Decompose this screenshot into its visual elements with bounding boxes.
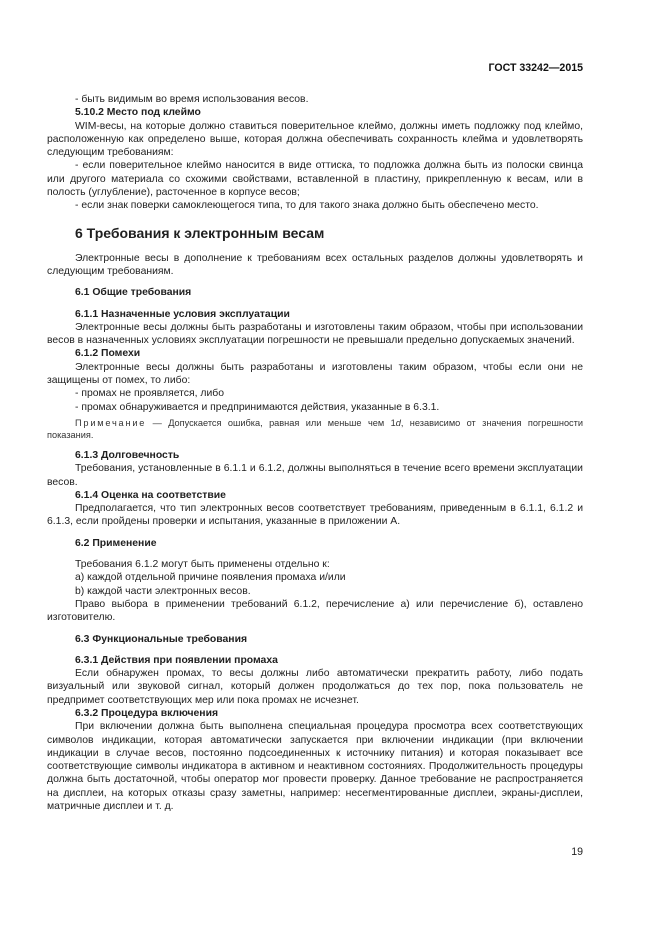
heading-6-1-4: 6.1.4 Оценка на соответствие <box>75 489 226 501</box>
heading-6-1-2: 6.1.2 Помехи <box>75 348 141 360</box>
heading-6-1-1: 6.1.1 Назначенные условия эксплуатации <box>75 308 290 320</box>
heading-6-3-1: 6.3.1 Действия при появлении промаха <box>75 654 278 666</box>
paragraph: Если обнаружен промах, то весы должны либо автоматически прекратить работу, либо подать визуальный или звуковой сигнал, который должен продолжаться до тех пор, пока пользователь не предпримет соответствующих мер или пока промах не исчезнет. <box>47 668 583 706</box>
page-number: 19 <box>571 846 583 858</box>
heading-6-3: 6.3 Функциональные требования <box>75 633 248 645</box>
list-item: - промах не проявляется, либо <box>75 388 224 400</box>
paragraph: Электронные весы в дополнение к требованиям всех остальных разделов должны удовлетворять и следующим требованиям. <box>47 252 583 277</box>
paragraph: Электронные весы должны быть разработаны и изготовлены таким образом, чтобы при использовании весов в назначенных условиях эксплуатации погрешности не превышали предельно допускаемых значений. <box>47 321 583 347</box>
list-item: b) каждой части электронных весов. <box>75 585 251 597</box>
list-item: - если знак поверки самоклеющегося типа, то для такого знака должно быть обеспечено место. <box>75 200 539 212</box>
list-item: - если поверительное клеймо наносится в виде оттиска, то подложка должна быть из полоски свинца или другого материала со схожими свойствами, вставленной в пластину, прикрепленную к весам, или в полость (углубление), расточенное в корпусе весов; <box>47 160 583 199</box>
paragraph: - быть видимым во время использования весов. <box>75 94 309 105</box>
paragraph: Право выбора в применении требований 6.1.2, перечисление а) или перечисление б), оставлено изготовителю. <box>47 598 583 624</box>
list-item: а) каждой отдельной причине появления промаха и/или <box>75 572 346 584</box>
paragraph: Электронные весы должны быть разработаны и изготовлены таким образом, чтобы если они не защищены от помех, то либо: <box>47 361 583 387</box>
paragraph: Предполагается, что тип электронных весов соответствует требованиям, приведенным в 6.1.1, 6.1.2 и 6.1.3, если пройдены проверки и испытания, указанные в приложении А. <box>47 503 583 528</box>
heading-6-2: 6.2 Применение <box>75 537 157 549</box>
heading-6-1: 6.1 Общие требования <box>75 287 192 299</box>
section-6-heading: 6 Требования к электронным весам <box>75 224 325 241</box>
note <box>47 417 583 441</box>
paragraph: Требования 6.1.2 могут быть применены отдельно к: <box>75 559 330 571</box>
note-symbol: d <box>395 417 401 428</box>
page-body <box>47 93 583 813</box>
note-text-end: , независимо от значения погрешности показания. <box>47 417 583 440</box>
paragraph: WIM-весы, на которые должно ставиться поверительное клеймо, должны иметь подложку под клеймо, расположенную как определено выше, которая должна обеспечивать сохранность клейма и удовлетворять следующим требованиям: <box>47 120 583 159</box>
list-item: - промах обнаруживается и предпринимаются действия, указанные в 6.3.1. <box>75 401 440 413</box>
heading-5-10-2: 5.10.2 Место под клеймо <box>75 107 201 119</box>
paragraph: При включении должна быть выполнена специальная процедура просмотра всех соответствующих символов индикации, которая автоматически запускается при включении индикации (при включении индикации в случае весов, постоянно подсоединенных к источнику питания) и которая показывает все соответствующие символы индикатора в активном и неактивном состояниях. Продолжительность процедуры должна быть достаточной, чтобы оператор мог провести проверку. Данное требование не распространяется на дисплеи, на которых отказы сразу заметны, например: несегментированные дисплеи, экраны-дисплеи, матричные дисплеи и т. д. <box>47 721 583 813</box>
note-label: Примечание <box>75 417 147 428</box>
paragraph: Требования, установленные в 6.1.1 и 6.1.2, должны выполняться в течение всего времени эксплуатации весов. <box>47 463 583 488</box>
heading-6-1-3: 6.1.3 Долговечность <box>75 449 180 461</box>
heading-6-3-2: 6.3.2 Процедура включения <box>75 707 219 719</box>
note-text: — Допускается ошибка, равная или меньше чем 1 <box>146 417 396 428</box>
standard-header: ГОСТ 33242—2015 <box>488 62 583 74</box>
